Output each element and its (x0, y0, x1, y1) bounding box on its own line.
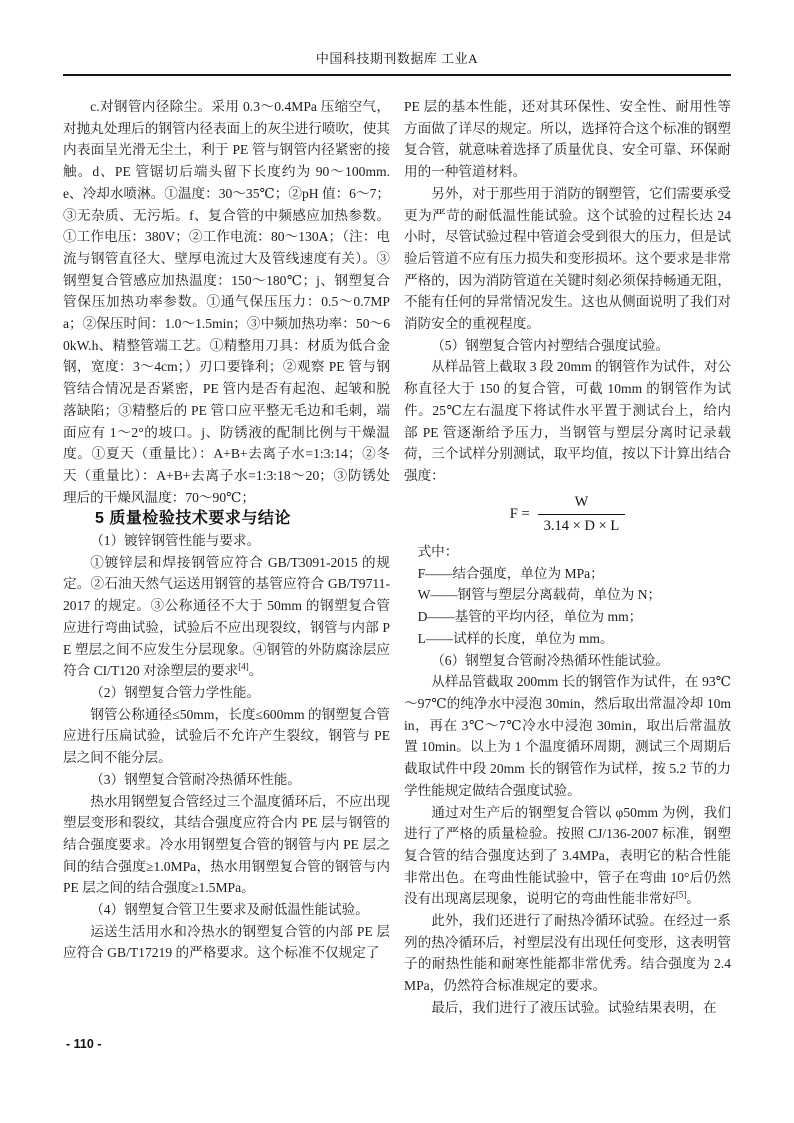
section-heading: 5 质量检验技术要求与结论 (95, 510, 291, 528)
header-rule (63, 74, 731, 76)
paragraph: PE 层的基本性能，还对其环保性、安全性、耐用性等方面做了详尽的规定。所以，选择符合这个标准的钢塑复合管，就意味着选择了质量优良、安全可靠、环保耐用的一种管道材料。 (404, 99, 731, 180)
paragraph: （4）钢塑复合管卫生要求及耐低温性能试验。 (90, 902, 369, 918)
page-number: - 110 - (66, 1037, 102, 1051)
paragraph-text: 通过对生产后的钢塑复合管以 φ50mm 为例，我们进行了严格的质量检验。按照 CJ/136-2007 标准，钢塑复合管的结合强度达到了 3.4MPa，表明它的粘合性能非常出色。在弯曲性能试验中，管子在弯曲 10°后仍然没有出现离层现象，说明它的弯曲性能非常好 (404, 804, 731, 907)
paragraph: 从样品管截取 200mm 长的钢管作为试件，在 93℃～97℃的纯净水中浸泡 30min，然后取出常温冷却 10min，再在 3℃～7℃冷水中浸泡 30min，取出后常温放置 10min。以上为 1 个温度循环周期，测试三个周期后截取试件中段 20mm 长的钢管作为试样，按 5.2 节的力学性能规定做结合强度试验。 (404, 674, 731, 798)
right-column (404, 96, 731, 1019)
paragraph: （2）钢塑复合管力学性能。 (90, 684, 261, 700)
left-column (63, 96, 390, 1019)
paragraph-text: ①镀锌层和焊接钢管应符合 GB/T3091-2015 的规定。②石油天然气运送用钢管的基管应符合 GB/T9711-2017 的规定。③公称通径不大于 50mm 的钢塑复合管应进行弯曲试验，试验后不应出现裂纹，钢管与内部 PE 塑层之间不应发生分层现象。④钢管的外防腐涂层应符合 CI/T120 对涂塑层的要求 (63, 554, 390, 679)
formula-definition: W——钢管与塑层分离载荷，单位为 N； (417, 587, 662, 603)
paragraph: （3）钢塑复合管耐冷热循环性能。 (90, 771, 301, 787)
paragraph: 热水用钢塑复合管经过三个温度循环后，不应出现塑层变形和裂纹，其结合强度应符合内 PE 层与钢管的结合强度要求。冷水用钢塑复合管的钢管与内 PE 层之间的结合强度≥1.0MPa，热水用钢塑复合管的钢管与内 PE 层之间的结合强度≥1.5MPa。 (63, 793, 390, 896)
paragraph-text: 。 (248, 663, 263, 679)
paragraph: （1）镀锌钢管性能与要求。 (90, 533, 261, 549)
paragraph: （6）钢塑复合管耐冷热循环性能试验。 (431, 652, 670, 668)
formula-definition: F——结合强度，单位为 MPa； (417, 565, 604, 581)
formula-lhs: F = (509, 506, 530, 522)
formula-fraction (538, 492, 626, 538)
paragraph: 最后，我们进行了液压试验。试验结果表明，在 (431, 999, 717, 1015)
paragraph (404, 802, 731, 911)
paragraph-text: 。 (686, 891, 700, 907)
paragraph (63, 552, 390, 682)
bond-strength-formula (404, 492, 731, 538)
citation-ref: [5] (675, 889, 687, 900)
paragraph: 从样品管上截取 3 段 20mm 的钢管作为试件，对公称直径大于 150 的复合管，可截 10mm 的钢管作为试件。25℃左右温度下将试件水平置于测试台上，给内部 PE 管逐渐给予压力，当钢管与塑层分离时记录载荷，三个试样分别测试，取平均值，按以下计算出结合强度： (404, 359, 732, 483)
paragraph: 另外，对于那些用于消防的钢塑管，它们需要承受更为严苛的耐低温性能试验。这个试验的过程长达 24 小时，尽管试验过程中管道会受到很大的压力，但是试验后管道不应有压力损失和变形损坏。这个要求是非常严格的，因为消防管道在关键时刻必须保持畅通无阻，不能有任何的异常情况发生。这也从侧面说明了我们对消防安全的重视程度。 (404, 185, 731, 332)
formula-numerator: W (538, 492, 626, 516)
paragraph: （5）钢塑复合管内衬塑结合强度试验。 (431, 337, 670, 353)
paragraph: 钢管公称通径≤50mm，长度≤600mm 的钢塑复合管应进行压扁试验，试验后不允许产生裂纹，钢管与 PE 层之间不能分层。 (63, 706, 390, 766)
citation-ref: [4] (238, 661, 249, 672)
formula-denominator: 3.14 × D × L (543, 518, 620, 535)
formula-definition: L——试样的长度，单位为 mm。 (417, 630, 614, 646)
journal-header-title: 中国科技期刊数据库 工业A (315, 51, 479, 66)
paragraph: 运送生活用水和冷热水的钢塑复合管的内部 PE 层应符合 GB/T17219 的严格要求。这个标准不仅规定了 (63, 923, 390, 961)
article-body (63, 96, 731, 1019)
formula-where-label: 式中： (417, 544, 459, 560)
paragraph: 此外，我们还进行了耐热冷循环试验。在经过一系列的热冷循环后，衬塑层没有出现任何变形，这表明管子的耐热性能和耐寒性能都非常优秀。结合强度为 2.4MPa，仍然符合标准规定的要求。 (404, 913, 731, 994)
formula-definition: D——基管的平均内径，单位为 mm； (417, 609, 643, 625)
paragraph: c.对钢管内径除尘。采用 0.3～0.4MPa 压缩空气，对抛丸处理后的钢管内径表面上的灰尘进行喷吹，使其内表面呈光滑无尘土，利于 PE 管与钢管内径紧密的接触。d、PE 管锯切后端头留下长度约为 90～100mm. e、冷却水喷淋。①温度：30～35℃；②pH 值：6～7；③无杂质、无污垢。f、复合管的中频感应加热参数。①工作电压：380V；②工作电流：80～130A；（注：电流与钢管直径大、壁厚电流过大及管线速度有关）。③钢塑复合管感应加热温度：150～180℃；j、钢塑复合管保压加热功率参数。①通气保压压力：0.5～0.7MPa；②保压时间：1.0～1.5min；③中频加热功率：50～60kW.h、精整管端工艺。①精整用刀具：材质为低合金钢，宽度：3～4cm；）刃口要锋利；②观察 PE 管与钢管结合情况是否紧密，PE 管内是否有起泡、起皱和脱落缺陷；③精整后的 PE 管口应平整无毛边和毛刺，端面应有 1～2°的坡口。j、防锈液的配制比例与干燥温度。①夏天（重量比）：A+B+去离子水=1:3:14；②冬天（重量比）：A+B+去离子水=1:3:18～20；③防锈处理后的干燥风温度：70～90℃； (63, 99, 390, 505)
